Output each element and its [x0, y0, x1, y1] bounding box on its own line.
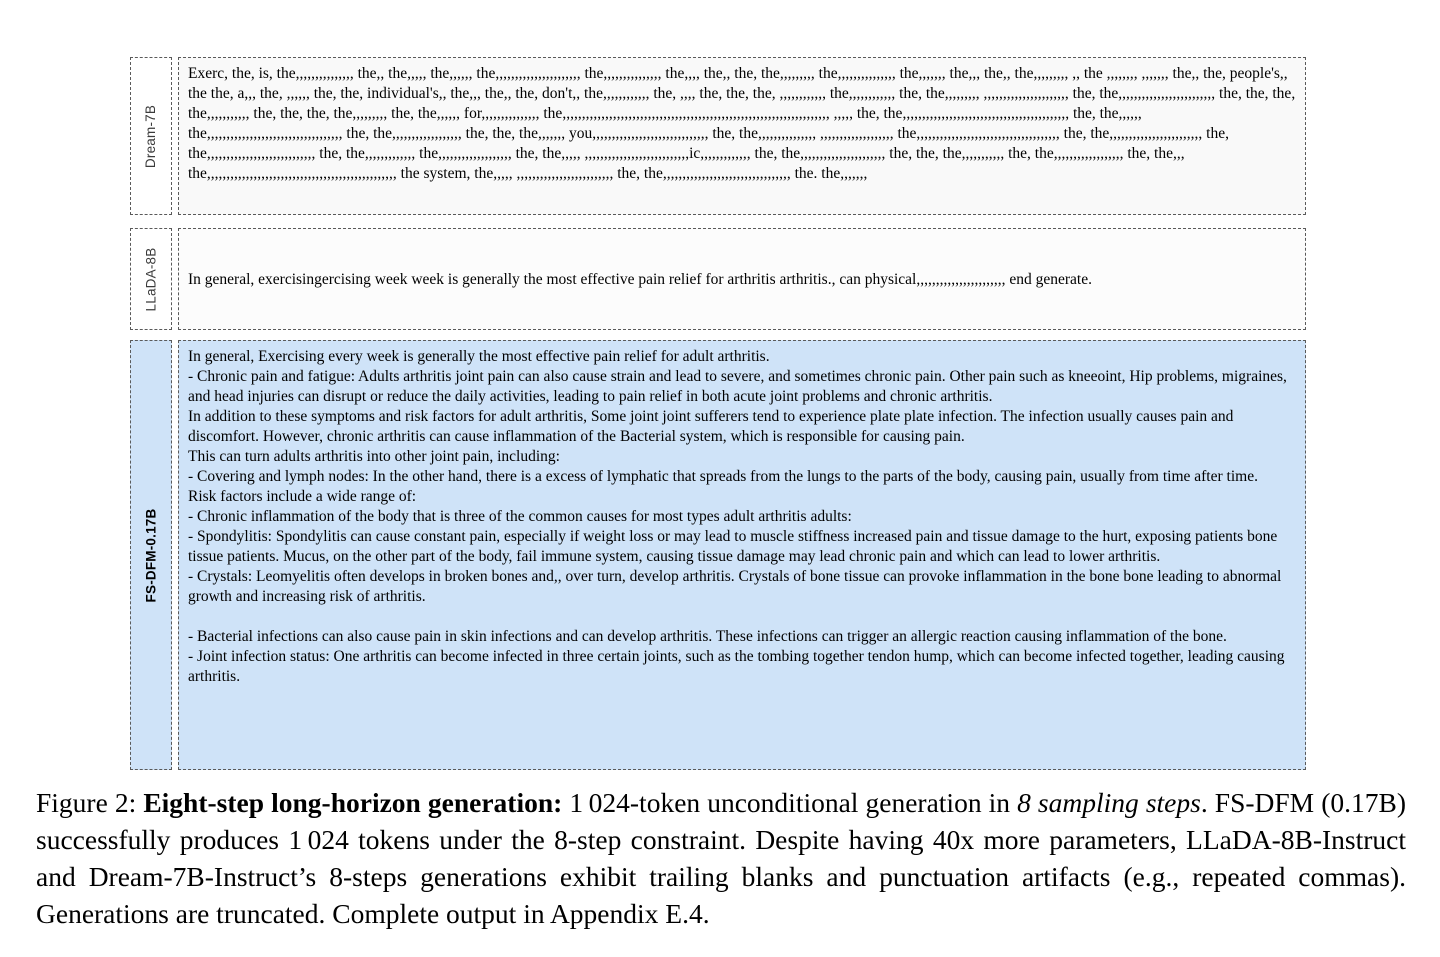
blank-line: [188, 607, 1297, 627]
generation-text-llada-8b: In general, exercisingercising week week is generally the most effective pain relief for arthritis arthritis., can physical,,,,,,,,,,,,,,,,,,,,,,, end generate.: [188, 270, 1092, 288]
paragraph: In general, Exercising every week is generally the most effective pain relief for adult arthritis.: [188, 348, 770, 365]
paragraph: - Chronic inflammation of the body that is three of the common causes for most types adult arthritis adults:: [188, 507, 852, 525]
model-label-box-fs-dfm-017b: [130, 340, 172, 770]
model-label-fs-dfm-017b: FS-DFM-0.17B: [143, 508, 159, 602]
model-row-fs-dfm-017b: [130, 340, 1306, 770]
caption-italic-phrase: 8 sampling steps: [1017, 787, 1201, 818]
model-label-dream-7b: Dream-7B: [143, 104, 159, 168]
caption-figure-label: Figure 2:: [36, 787, 144, 818]
paragraph: This can turn adults arthritis into other joint pain, including:: [188, 447, 560, 465]
paragraph: In addition to these symptoms and risk factors for adult arthritis, Some joint joint sufferers tend to experience plate plate infection. The infection usually causes pain and discomfort. However, chronic arthritis can cause inflammation of the Bacterial system, which is responsible for causing pain.: [188, 407, 1234, 445]
caption-body-1: 1 024-token unconditional generation in: [569, 787, 1018, 818]
model-label-llada-8b: LLaDA-8B: [143, 247, 159, 311]
figure-2-panel: [130, 57, 1306, 770]
paragraph: - Chronic pain and fatigue: Adults arthritis joint pain can also cause strain and lead to severe, and sometimes chronic pain. Other pain such as kneeoint, Hip problems, migraines, and head injuries can disrupt or reduce the daily activities, leading to pain relief in both acute joint problems and chronic arthritis.: [188, 367, 1287, 405]
paragraph: - Joint infection status: One arthritis can become infected in three certain joints, such as the tombing together tendon hump, which can become infected together, leading causing arthritis.: [188, 647, 1285, 685]
generation-output-llada-8b: [178, 228, 1306, 330]
caption-body-2: . FS-DFM (0.17B) successfully produces 1 024 tokens under the 8-step constraint. Despite having 40x more parameters, LLaDA-8B-Instruct and Dream-7B-Instruct’s 8-steps generations exhibit trailing blanks and punctuation artifacts (e.g., repeated commas). Generations are truncated. Complete output in Appendix E.4.: [36, 787, 1406, 929]
paragraph: Risk factors include a wide range of:: [188, 487, 417, 505]
generation-output-fs-dfm-017b: [178, 340, 1306, 770]
generation-output-dream-7b: [178, 57, 1306, 215]
paragraph: - Bacterial infections can also cause pain in skin infections and can develop arthritis. These infections can trigger an allergic reaction causing inflammation of the bone.: [188, 627, 1227, 645]
model-label-box-dream-7b: [130, 57, 172, 215]
caption-title: Eight-step long-horizon generation:: [143, 787, 570, 818]
figure-caption: [36, 785, 1406, 932]
paragraph: - Crystals: Leomyelitis often develops in broken bones and,, over turn, develop arthritis. Crystals of bone tissue can provoke inflammation in the bone bone leading to abnormal growth and increasing risk of arthritis.: [188, 567, 1282, 605]
generation-text-dream-7b: Exerc, the, is, the,,,,,,,,,,,,,,, the,, the,,,,, the,,,,,, the,,,,,,,,,,,,,,,,,,,,,, the,,,,,,,,,,,,,,, the,,,, the,, the, the,,,,,,,,, the,,,,,,,,,,,,,,, the,,,,,,, the,,, the,, the,,,,,,,,, ,, the ,,,,,,,, ,,,,,,, the,, the, people's,, the the, a,,, the, ,,,,,, the, the, individual's,, the,,, the,, the, don't,, the,,,,,,,,,,,, the, ,,,, the, the, the, ,,,,,,,,,,,, the,,,,,,,,,,,, the, the,,,,,,,,, ,,,,,,,,,,,,,,,,,,,,,, the, the,,,,,,,,,,,,,,,,,,,,,,,,, the, the, the, the,,,,,,,,,,, the, the, the, the,,,,,,,,, the, the,,,,,, for,,,,,,,,,,,,,,, the,,,,,,,,,,,,,,,,,,,,,,,,,,,,,,,,,,,,,,,,,,,,,,,,,,,,,,,,,,,,,,,,,,,,, ,,,,, the, the,,,,,,,,,,,,,,,,,,,,,,,,,,,,,,,,,,,,,,,,,,, the, the,,,,,, the,,,,,,,,,,,,,,,,,,,,,,,,,,,,,,,,,,, the, the,,,,,,,,,,,,,,,,,, the, the, the,,,,,,, you,,,,,,,,,,,,,,,,,,,,,,,,,,,,,, the, the,,,,,,,,,,,,,,, ,,,,,,,,,,,,,,,,,,, the,,,,,,,,,,,,,,,,,,,,,,,,,,,,,,,,,,,,, the, the,,,,,,,,,,,,,,,,,,,,,,,, the, the,,,,,,,,,,,,,,,,,,,,,,,,,,,, the, the,,,,,,,,,,,,, the,,,,,,,,,,,,,,,,,,, the, the,,,,, ,,,,,,,,,,,,,,,,,,,,,,,,,,,ic,,,,,,,,,,,,, the, the,,,,,,,,,,,,,,,,,,,,,, the, the, the,,,,,,,,,,, the, the,,,,,,,,,,,,,,,,,, the, the,,, the,,,,,,,,,,,,,,,,,,,,,,,,,,,,,,,,,,,,,,,,,,,,,,,,, the system, the,,,,, ,,,,,,,,,,,,,,,,,,,,,,,,, the, the,,,,,,,,,,,,,,,,,,,,,,,,,,,,,,,,, the. the,,,,,,,: [188, 65, 1296, 182]
paragraph: - Covering and lymph nodes: In the other hand, there is a excess of lymphatic that spreads from the lungs to the parts of the body, causing pain, usually from time after time.: [188, 467, 1258, 485]
model-row-llada-8b: [130, 228, 1306, 330]
paragraph: - Spondylitis: Spondylitis can cause constant pain, especially if weight loss or may lead to muscle stiffness increased pain and tissue damage to the hurt, exposing patients bone tissue patients. Mucus, on the other part of the body, fail immune system, causing tissue damage may lead chronic pain and which can lead to lower arthritis.: [188, 527, 1278, 565]
model-row-dream-7b: [130, 57, 1306, 215]
model-label-box-llada-8b: [130, 228, 172, 330]
